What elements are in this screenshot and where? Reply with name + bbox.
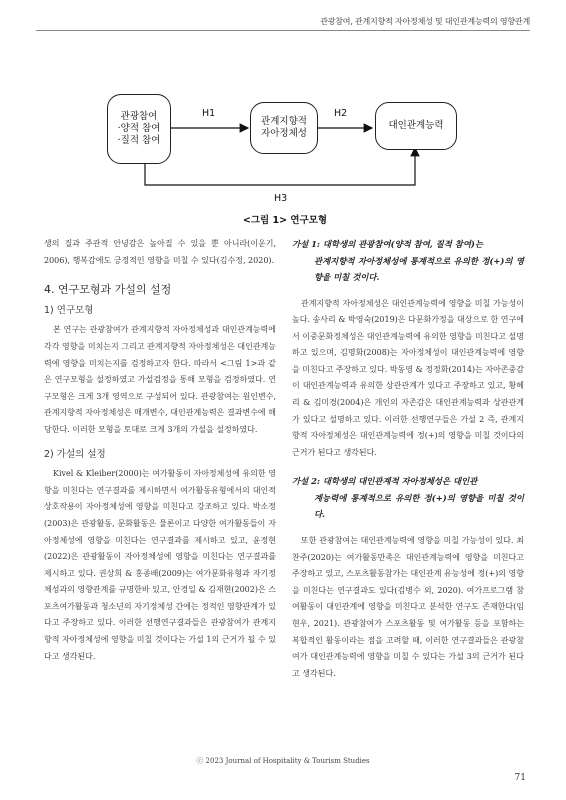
label-h1: H1 <box>202 108 216 119</box>
hypothesis-2-lead: 가설 2: 대학생의 대인관계적 자아정체성은 대인관 <box>292 476 478 487</box>
running-header: 관광참여, 관계지향적 자아정체성 및 대인관계능력의 영향관계 <box>320 17 530 26</box>
box1-line1: 관광참여 <box>120 111 158 122</box>
box2-line2: 자아정체성 <box>261 128 307 139</box>
box-interpersonal-competence <box>375 102 457 150</box>
box3-line1: 대인관계능력 <box>388 120 444 131</box>
right-column <box>292 236 524 682</box>
hypothesis-1-body: 관계지향적 자아정체성에 통계적으로 유의한 정(+)의 영향을 미칠 것이다. <box>314 255 524 282</box>
box-relational-identity <box>250 102 318 154</box>
hypothesis-2 <box>292 473 524 523</box>
box2-line1: 관계지향적 <box>261 116 307 127</box>
left-paragraph-continued: 생의 질과 주관적 안녕감은 높아질 수 있을 뿐 아니라(이운기, 2006), 행복감에도 긍정적인 영향을 미칠 수 있다(김수정, 2020). <box>44 239 276 265</box>
hypothesis-1 <box>292 236 524 286</box>
subsection-research-model: 1) 연구모형 <box>44 304 94 316</box>
label-h3: H3 <box>274 193 288 204</box>
right-paragraph-hypothesis2: 관계지향적 자아정체성은 대인관계능력에 영향을 미칠 가능성이 높다. 송사리 & 박영숙(2019)은 다문화가정을 대상으로 한 연구에서 이중문화정체성은 대인관계능력에 유의한 영향을 미친다고 설명하고 있으며, 김명화(2008)는 자아정체성이 대인관계능력에 영향을 미친다고 주장하고 있다. 박동영 & 정정화(2014)는 자아존중감이 대인관계능력과 유의한 상관관계가 있다고 주장하고 있고, 황혜리 & 김미경(2004)은 개인의 자존감은 대인관계능력과 상관관계가 있다고 설명하고 있다. 이러한 선행연구들은 가설 2 즉, 관계지향적 자아정체성은 대인관계능력에 정(+)의 영향을 미칠 것이다의 근거가 된다고 생각된다. <box>292 298 524 457</box>
box1-line3: ·질적 참여 <box>117 135 161 146</box>
hypothesis-1-lead: 가설 1: 대학생의 관광참여(양적 참여, 질적 참여)는 <box>292 239 483 249</box>
left-paragraph-model: 본 연구는 관광참여가 관계지향적 자아정체성과 대인관계능력에 각각 영향을 미치는지 그리고 관계지향적 자아정체성은 대인관계능력에 영향을 미치는지를 검정하고자 한다. 따라서 <그림 1>과 같은 연구모형을 설정하였고 가설검정을 통해 모형을 검정하였다. 연구모형은 크게 3개 영역으로 구성되어 있다. 관광참여는 원인변수, 관계지향적 자아정체성은 매개변수, 대인관계능력은 결과변수에 해당한다. 이러한 모형을 토대로 크게 3개의 가설을 설정하였다. <box>44 325 276 434</box>
copyright-footer: ⓒ 2023 Journal of Hospitality & Tourism Studies <box>196 757 370 765</box>
subsection-hypotheses: 2) 가설의 설정 <box>44 448 106 460</box>
figure-caption: <그림 1> 연구모형 <box>242 215 328 226</box>
left-column <box>44 236 276 665</box>
page-number: 71 <box>514 773 526 783</box>
box-tourism-participation <box>107 94 171 164</box>
left-paragraph-hypothesis1: Kivel & Kleiber(2000)는 여가활동이 자아정체성에 유의한 영향을 미친다는 연구결과를 제시하면서 여가활동유형에서의 대인적 상호작용이 자아정체성에 영향을 미친다고 강조하고 있다. 박소정(2003)은 관광활동, 문화활동은 물론이고 다양한 여가활동들이 자아정체성에 영향을 미친다는 연구결과를 제시하고 있고, 윤정현(2022)은 관광활동이 자아정체성에 영향을 미친다는 연구결과를 제시하고 있다. 권상희 & 홍종배(2009)는 여가문화유형과 자기정체성과의 영향관계를 규명한바 있고, 안경일 & 김재현(2002)은 스포츠여가활동과 청소년의 자기정체성 간에는 정적인 영향관계가 있다고 주장하고 있다. 이러한 선행연구결과들은 관광참여가 관계지향적 자아정체성에 영향을 미칠 것이다는 가설 1의 근거가 될 수 있다고 생각된다. <box>44 469 276 661</box>
label-h2: H2 <box>334 108 348 119</box>
research-model-figure <box>90 80 480 230</box>
hypothesis-2-body: 계능력에 통계적으로 유의한 정(+)의 영향을 미칠 것이다. <box>314 492 524 520</box>
right-paragraph-hypothesis3: 또한 관광참여는 대인관계능력에 영향을 미칠 가능성이 있다. 최찬주(2020)는 여가활동만족은 대인관계능력에 영향을 미친다고 주장하고 있고, 스포츠활동참가는 대인관계 유능성에 정(+)의 영향을 미친다는 연구결과도 있다(김병수 외, 2020). 여가프로그램 참여활동이 대인관계에 영향을 미친다고 분석한 연구도 존재한다(임현우, 2021). 관광참여가 스포츠활동 및 여가활동 등을 포함하는 복합적인 활동이라는 점을 고려할 때, 이러한 연구결과들은 관광참여가 대인관계능력에 영향을 미칠 수 있다는 가설 3의 근거가 된다고 생각된다. <box>292 535 524 678</box>
section-title: 4. 연구모형과 가설의 설정 <box>44 283 172 297</box>
header-rule <box>36 30 530 31</box>
box1-line2: ·양적 참여 <box>117 123 161 134</box>
